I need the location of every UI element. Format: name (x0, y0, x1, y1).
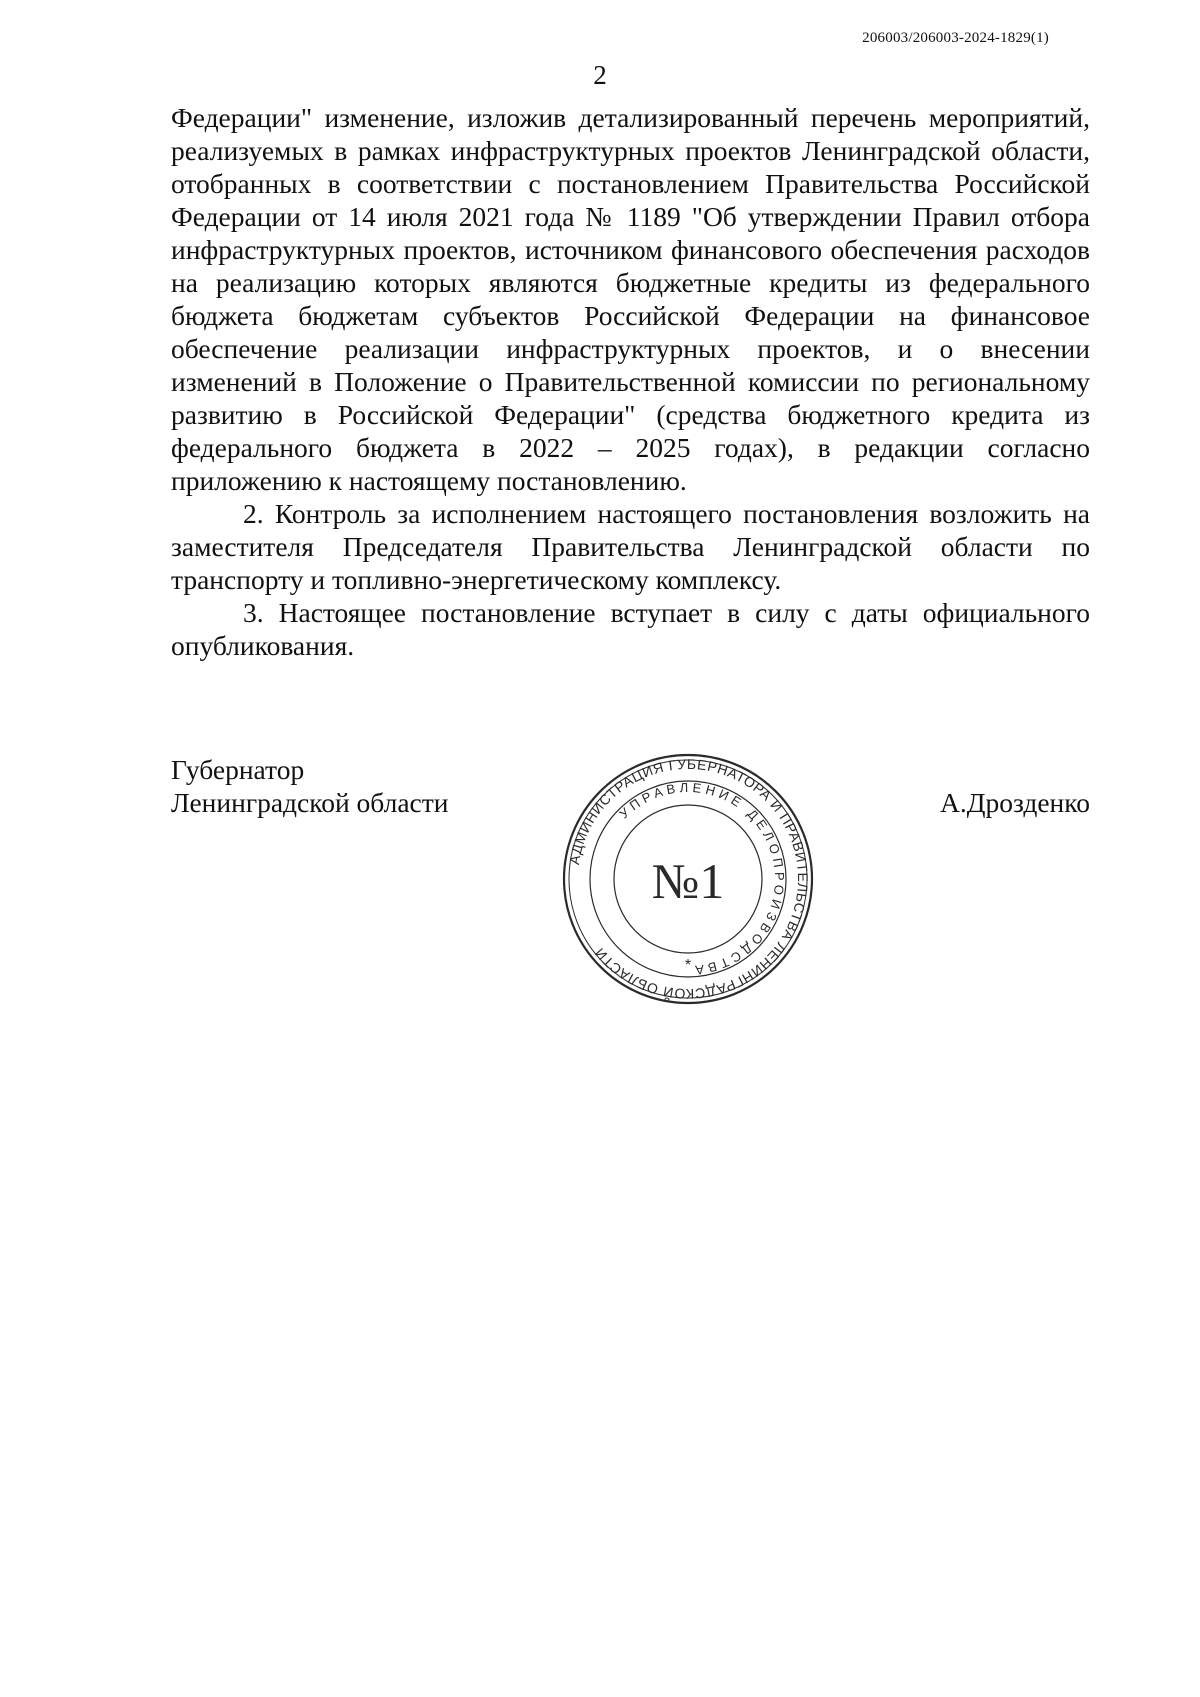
signer-title-line-1: Губернатор (171, 754, 305, 785)
stamp-inner-text: УПРАВЛЕНИЕ ДЕЛОПРОИЗВОДСТВА (616, 779, 788, 979)
stamp-outer-text: АДМИНИСТРАЦИЯ ГУБЕРНАТОРА И ПРАВИТЕЛЬСТВА ЛЕНИНГРАДСКОЙ ОБЛАСТИ (565, 755, 812, 1003)
body-paragraph-3: 3. Настоящее постановление вступает в силу с даты официального опубликования. (171, 597, 1090, 661)
stamp-seal-icon (561, 752, 815, 1006)
body-paragraph-2: 2. Контроль за исполнением настоящего постановления возложить на заместителя Председателя Правительства Ленинградской области по транспорту и топливно-энергетическому комплексу. (171, 498, 1090, 595)
document-registration-number: 206003/206003-2024-1829(1) (862, 30, 1049, 46)
page-number: 2 (593, 60, 607, 90)
stamp-center-number: №1 (651, 853, 725, 909)
signer-title-line-2: Ленинградской области (171, 787, 449, 818)
document-body (171, 101, 1090, 662)
body-paragraph-1: Федерации" изменение, изложив детализированный перечень мероприятий, реализуемых в рамках инфраструктурных проектов Ленинградской области, отобранных в соответствии с постановлением Правительства Российской Федерации от 14 июля 2021 года № 1189 "Об утверждении Правил отбора инфраструктурных проектов, источником финансового обеспечения расходов на реализацию которых являются бюджетные кредиты из федерального бюджета бюджетам субъектов Российской Федерации на финансовое обеспечение реализации инфраструктурных проектов, и о внесении изменений в Положение о Правительственной комиссии по региональному развитию в Российской Федерации" (средства бюджетного кредита из федерального бюджета в 2022 – 2025 годах), в редакции согласно приложению к настоящему постановлению. (171, 102, 1090, 496)
signer-name: А.Дрозденко (940, 787, 1090, 818)
official-stamp (561, 752, 815, 1006)
signer-title (171, 753, 448, 819)
stamp-star: * (684, 957, 692, 974)
